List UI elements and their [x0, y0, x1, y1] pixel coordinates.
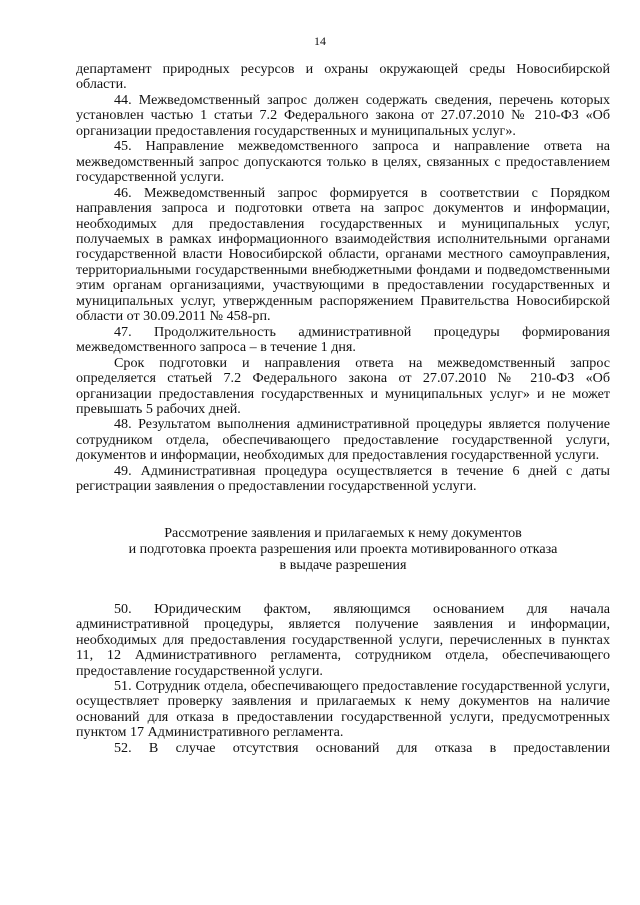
section-heading-line: в выдаче разрешения: [279, 556, 407, 573]
paragraph-48: 48. Результатом выполнения административной процедуры является получение сотрудником отдела, обеспечивающего предоставление государственной услуги, документов и информации, необходимых для предоставления государственной услуги.: [76, 416, 610, 464]
paragraph-45: 45. Направление межведомственного запроса и направление ответа на межведомственный запрос допускаются только в целях, связанных с предоставлением государственной услуги.: [76, 138, 610, 186]
paragraph-47: 47. Продолжительность административной процедуры формирования межведомственного запроса – в течение 1 дня.: [76, 323, 610, 356]
paragraph-44: 44. Межведомственный запрос должен содержать сведения, перечень которых установлен частью 1 статьи 7.2 Федерального закона от 27.07.2010 № 210-ФЗ «Об организации предоставления государственных и муниципальных услуг».: [76, 91, 610, 139]
document-body: [76, 62, 610, 756]
section-heading-line: Рассмотрение заявления и прилагаемых к нему документов: [164, 524, 522, 541]
paragraph-52: 52. В случае отсутствия оснований для отказа в предоставлении: [114, 739, 610, 756]
page-number: 14: [314, 34, 326, 48]
paragraph-51: 51. Сотрудник отдела, обеспечивающего предоставление государственной услуги, осуществляет проверку заявления и прилагаемых к нему документов на наличие оснований для отказа в предоставлении государственной услуги, предусмотренных пунктом 17 Административного регламента.: [76, 677, 610, 741]
section-heading-line: и подготовка проекта разрешения или проекта мотивированного отказа: [128, 540, 558, 557]
paragraph-continuation: департамент природных ресурсов и охраны окружающей среды Новосибирской области.: [76, 61, 610, 93]
paragraph-46: 46. Межведомственный запрос формируется в соответствии с Порядком направления запроса и подготовки ответа на запрос документов и информации, необходимых для предоставления государственных и муниципальных услуг, получаемых в рамках информационного взаимодействия исполнительными органами государственной власти Новосибирской области, органами местного самоуправления, территориальными государственными внебюджетными фондами и подведомственными этим органам организациями, участвующими в предоставлении государственных и муниципальных услуг, утвержденным распоряжением Правительства Новосибирской области от 30.09.2011 № 458-рп.: [76, 184, 610, 325]
section-heading: [76, 525, 610, 573]
paragraph-50: 50. Юридическим фактом, являющимся основанием для начала административной процедуры, является получение заявления и информации, необходимых для предоставления государственной услуги, перечисленных в пунктах 11, 12 Административного регламента, сотрудником отдела, обеспечивающего предоставление государственной услуги.: [76, 600, 610, 679]
paragraph-49: 49. Административная процедура осуществляется в течение 6 дней с даты регистрации заявления о предоставлении государственной услуги.: [76, 462, 610, 495]
paragraph-response-term: Срок подготовки и направления ответа на межведомственный запрос определяется статьей 7.2 Федерального закона от 27.07.2010 № 210-ФЗ «Об организации предоставления государственных и муниципальных услуг» и не может превышать 5 рабочих дней.: [76, 354, 610, 417]
